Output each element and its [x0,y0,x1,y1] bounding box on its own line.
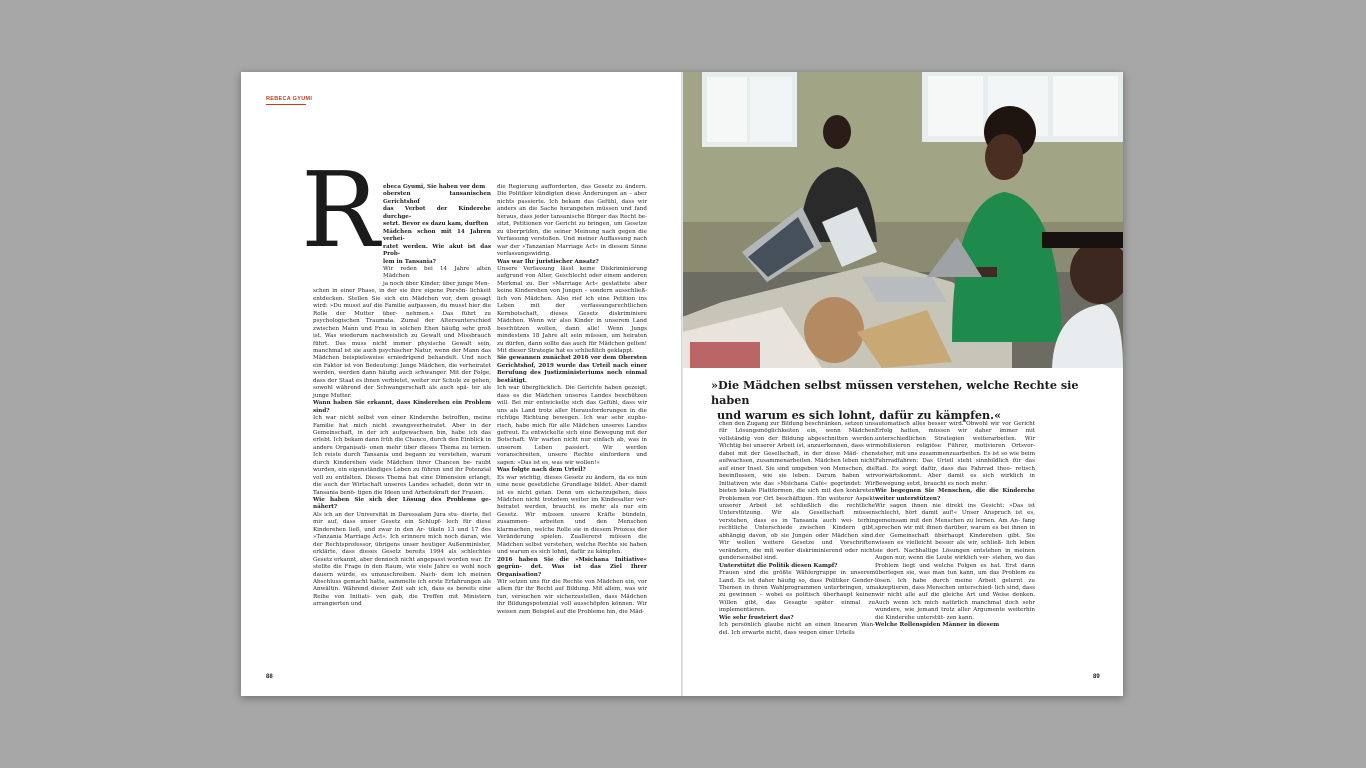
right-column-2 [875,421,1035,630]
answer-paragraph: Ich war überglücklich. Die Gerichte haben gezeigt, dass es die Mädchen unseres Landes beschützen will. Bei mir entwickelte sich das Gefühl, dass wir uns als Land trotz aller Herausforderungen in die richtige Richtung bewegen. Ich war sehr eupho- risch, habe mich für alle Mädchen unseres Landes gefreut. Es entwickelte sich eine Bewegung mit der Botschaft: Wir warten nicht nur einfach ab, was in unserem Leben passiert. Wir werden voranschreiten, unsere Rechte einfordern und sagen: »Das ist es, was wir wollen!« [497,385,647,466]
running-head: REBECA GYUMI [266,96,313,102]
photo-illustration [682,72,1123,368]
intro-line: obersten tansanischen Gerichtshof [383,191,491,205]
intro-line: das Verbot der Kinderehe durchge- [383,206,491,220]
answer-line: ja noch über Kinder, über junge Men- [383,280,490,287]
interview-question: Wie haben Sie sich der Lösung des Problems ge- nähert? [313,497,491,511]
intro-line: lem in Tansania? [383,258,436,265]
interview-question: Sie gewannen zunächst 2016 vor dem Obersten Gerichtshof, 2019 wurde das Urteil nach einer Berufung des Justizministeriums noch einmal bestätigt. [497,355,647,384]
interview-question: 2016 haben Sie die »Msichana Initiative« gegrün- det. Was ist das Ziel Ihrer Organisation? [497,556,647,578]
left-page [241,72,682,696]
interview-question: Was war Ihr juristischer Ansatz? [497,258,599,265]
intro-question [313,184,491,288]
classroom-photo [682,72,1123,368]
right-column-1 [719,421,875,637]
right-page [682,72,1123,696]
page-gutter [681,72,683,696]
pull-quote [711,378,1091,423]
interview-question: Welche Rollenspiden Männer in diesem [875,622,1000,629]
interview-question: Unterstützt die Politik diesen Kampf? [719,562,838,569]
interview-question: Wie sehr frustriert das? [719,614,794,621]
answer-line: Wir reden bei 14 Jahre alten Mädchen [383,265,491,280]
drop-cap: R [301,149,380,271]
answer-paragraph: Als ich an der Universität in Daressalam Jura stu- dierte, fiel mir auf, dass unser Gesetz ein Schlupf- loch für diese Kinderehen ließ, und zwar in den Ar- tikeln 13 und 17 des »Tanzania Marriage Act«. Ich erinnere mich noch daran, wie der Rechtsprofessor, übrigens unser heutiger Außenminister, erklärte, dass dieses Gesetz bereits 1994 als schlechtes Gesetz erkannt, aber dennoch nicht angepasst worden war. Er stellte die Frage in den Raum, wie viele Jahre es wohl noch dauern würde, es umzuschreiben. Nach- dem ich meinen Abschluss gemacht hatte, sammelte ich erste Erfahrungen als Anwältin. Während dieser Zeit sah ich, dass es bereits eine Reihe von Initiati- ven gab, die Treffen mit Ministern arrangierten und [313,511,491,608]
answer-paragraph: Frauen sind die größte Wählergruppe in unserem Land. Es ist daher häufig so, dass Politiker Gender- Themen in ihren Wahlprogrammen unterbringen, um zu gewinnen – wobei es politisch überhaupt keinen Willen gibt, das Gesagte später einmal zu implementieren. [719,570,875,614]
intro-line: Mädchen schon mit 14 Jahren verhei- [383,228,491,243]
answer-paragraph: chen den Zugang zur Bildung beschränken, setzen uns für Lösungsmöglichkeiten ein, wenn Mädchen vollständig von der Bildung abgeschnitten werden. Wichtig bei unserer Arbeit ist, anzuerkennen, dass wir dabei mit der Gesellschaft, in der diese Mäd- chen aufwachsen, zusammenarbeiten. Mädchen leben nicht auf einer Insel. Sie sind umgeben von Menschen, die beeinflussen, wie sie leben. Darum haben wir Initiativen wie das »Msichana Café« gegründet: Wir bieten lokale Plattformen, die sich mit den konkreten Problemen vor Ort beschäftigen. Ein weiterer Aspekt unserer Arbeit ist schließlich die rechtliche Unterstützung. Wir als Gesellschaft müssen verstehen, dass es in Tansania auch wei- terhin rechtliche Unterschiede zwischen Kindern gibt, abhängig davon, ob sie Jungen oder Mädchen sind. Wir wollen weitere Gesetze und Vorschriften verändern, die mit weiter diskriminierend oder nicht gendersensibel sind. [719,421,876,562]
intro-line: ebeca Gyumi, Sie haben vor dem [383,184,486,190]
page-number-right: 89 [1093,674,1100,680]
intro-line: ratet werden. Wie akut ist das Prob- [383,243,491,258]
interview-question: Wie begegnen Sie Menschen, die die Kinderehe weiter unterstützen? [875,488,1035,502]
answer-paragraph: Wir sagen ihnen nie direkt ins Gesicht: »Das ist schlecht, hört damit auf!« Unser Anspruch ist es, gemeinsam mit den Menschen zu lernen. Am An- fang sprechen wir mit ihnen darüber, warum es bei ihnen in der Gemeinschaft überhaupt Kinderehen gibt. Sie wissen es vielleicht besser als wir, schließ- lich leben sie dort. Nachhaltige Lösungen entstehen in meinen Augen nur, wenn die Leute wirklich ver- stehen, wo das Problem liegt und welche Folgen es hat. Erst dann überlegen sie, was man tun kann, um das Problem zu lösen. Ich habe durch meine Arbeit gelernt zu akzeptieren, dass Menschen unterschied- lich sind, dass wir nicht alle auf die gleiche Art und Weise denken. Auch wenn ich mich natürlich manchmal doch sehr wundere, wie jemand trotz aller Argumente weiterhin die Kinderehe unterstüt- zen kann. [875,502,1035,621]
answer-paragraph: Wir setzen uns für die Rechte von Mädchen ein, vor allem für ihr Recht auf Bildung. Mit allem, was wir tun, versuchen wir sicherzustellen, dass Mädchen ihr Bildungspotenzial voll ausschöpfen können. Wir weisen zum Beispiel auf die Probleme hin, die Mäd- [497,579,647,615]
magazine-spread [241,72,1123,696]
page-number-left: 88 [266,674,273,680]
answer-paragraph: Es war wichtig, dieses Gesetz zu ändern, da es nun eine neue gesetzliche Grundlage bildet. Aber damit ist es nicht getan. Denn um sicherzugehen, dass Mädchen nicht trotzdem weiter im Kindesalter ver- heiratet werden, braucht es mehr als nur ein Gesetz. Wir müssen unsere Kräfte bündeln, zusammen- arbeiten und den Menschen klarmachen, welche Rolle sie in diesem Prozess der Veränderung spielen. Zuallererst müssen die Mädchen selbst verstehen, welche Rechte sie haben und warum es sich lohnt, dafür zu kämpfen. [497,474,647,556]
interview-question: Was folgte nach dem Urteil? [497,467,586,474]
answer-paragraph: Unsere Verfassung lässt keine Diskriminierung aufgrund von Alter, Geschlecht oder einem anderen Merkmal zu. Der »Marriage Act« gestattete aber keine Kinderehen von Jungen – sondern ausschließ- lich von Mädchen. Also rief ich eine Petition ins Leben mit der verfassungsrechtlichen Kernbotschaft, dieses Gesetz diskriminiere Mädchen. Wenn wir also Kinder in unserem Land beschützen wollen, dann alle! Wenn Jungs mindestens 18 Jahre alt sein müssen, um heiraten zu dürfen, dann sollte das auch für Mädchen gelten! Mit dieser Strategie hat es schließlich geklappt. [497,265,647,354]
running-head-rule [266,104,306,105]
interview-question: Wann haben Sie erkannt, dass Kinderehen ein Problem sind? [313,400,491,414]
answer-paragraph: Ich war nicht selbst von einer Kinderehe betroffen, meine Familie hat mich nicht zwangsverheiratet. Aber in der Gemeinschaft, in der ich aufgewachsen bin, habe ich das erlebt. Ich bekam dann früh die Chance, durch den Einblick in andere Organisati- onen mehr über dieses Thema zu lernen. Ich reiste durch Tansania und begann zu verstehen, warum durch Kinderehen viele Mädchen ihrer Chancen be- raubt wurden, ein eigenständiges Leben zu führen und ihr Potenzial voll zu entfalten. Dieses Thema hat eine Dimension erlangt, die auch der Wirtschaft unseres Landes schadet, denn wir in Tansania benö- tigen die Ideen und Arbeitskraft der Frauen. [313,415,491,496]
answer-paragraph: automatisch alles besser wird. Obwohl wir vor Gericht Erfolg hatten, müssen wir daher immer mit unterschiedlichen Strategien weiterarbeiten. Wir mobilisieren religiöse Führer, motivieren Ortsvor- steher, mit uns zusammenzuarbeiten. Es ist so wie beim Fahrradfahren: Das Urteil steht sinnbildlich für das Rad. Es sorgt dafür, dass das Fahrrad theo- retisch vorwärtskommt. Aber damit es sich wirklich in Bewegung setzt, braucht es noch mehr. [875,421,1035,487]
left-column-1 [313,184,491,609]
answer-paragraph: Ich persönlich glaube nicht an einen linearen Wan- del. Ich erwarte nicht, dass wegen einer Urteils [719,622,875,636]
left-column-2 [497,184,647,616]
pull-quote-line: und warum es sich lohnt, dafür zu kämpfen.« [717,408,1002,422]
intro-line: setzt. Bevor es dazu kam, durften [383,221,489,228]
answer-paragraph: schen in einer Phase, in der sie ihre eigene Persön- lichkeit entdecken. Stellen Sie sich ein Mädchen vor, dem gesagt wird: »Du musst auf die Familie aufpassen, du musst hier die Rolle der Mutter über- nehmen.« Das führt zu psychologischen Traumata. Zumal der Altersunterschied zwischen Mann und Frau in solchen Ehen häufig sehr groß ist. Was wiederum nachweislich zu Gewalt und Missbrauch führt. Das muss nicht immer physische Gewalt sein, manchmal ist sie auch psychischer Natur, wenn der Mann das Mädchen beispielsweise erniedrigend behandelt. Und noch ein Faktor ist von Bedeutung: Junge Mädchen, die verheiratet werden, werden dann häufig auch schwanger. Mit der Folge, dass der Staat es ihnen verbietet, weiter zur Schule zu gehen, sowohl während der Schwangerschaft als auch spä- ter als junge Mutter. [313,288,491,399]
answer-paragraph: die Regierung aufforderten, das Gesetz zu ändern. Die Politiker kündigten diese Änderungen an – aber nichts passierte. Ich bekam das Gefühl, dass wir anders an die Sache herangehen müssen und fand heraus, dass jeder tansanische Bürger das Recht be- sitzt, Petitionen vor Gericht zu bringen, um Gesetze zu überprüfen, die seiner Meinung nach gegen die Verfassung verstoßen. Und meiner Auffassung nach war der »Tanzanian Marriage Act« in diesem Sinne verfassungswidrig. [497,184,647,258]
pull-quote-line: »Die Mädchen selbst müssen verstehen, welche Rechte sie haben [711,378,1079,407]
